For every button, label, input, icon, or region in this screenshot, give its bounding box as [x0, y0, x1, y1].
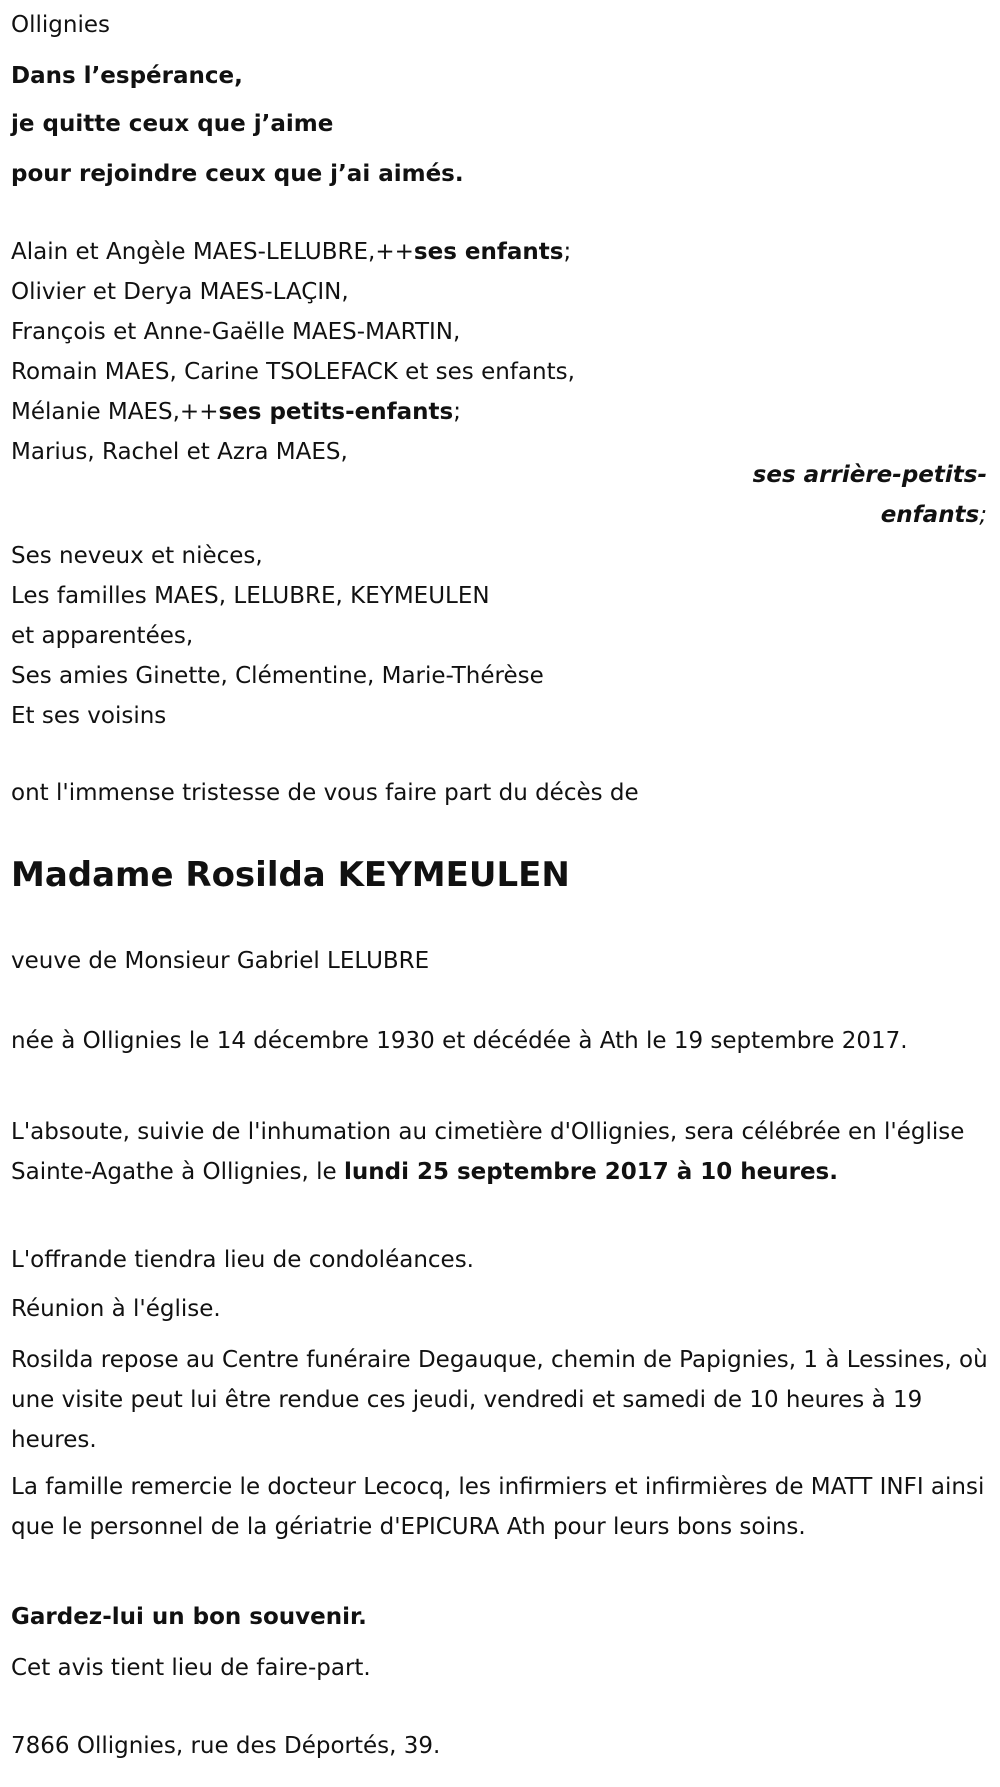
family-line — [11, 392, 988, 432]
deceased-name: Madame Rosilda KEYMEULEN — [11, 855, 570, 895]
others-line: Les familles MAES, LELUBRE, KEYMEULEN — [11, 583, 490, 609]
family-line: François et Anne-Gaëlle MAES-MARTIN, — [11, 319, 461, 345]
others-line: et apparentées, — [11, 623, 194, 649]
family-line: Marius, Rachel et Azra MAES, — [11, 439, 348, 465]
epitaph-line: Dans l’espérance, — [11, 63, 243, 89]
others-line: Et ses voisins — [11, 703, 167, 729]
notice: Cet avis tient lieu de faire-part. — [11, 1655, 371, 1681]
family-names: Mélanie MAES,++ — [11, 399, 219, 425]
ceremony-date: lundi 25 septembre 2017 à 10 heures. — [343, 1159, 838, 1185]
family-line — [11, 232, 988, 272]
ceremony-text: L'absoute, suivie de l'inhumation au cimetière d'Ollignies, sera célébrée en l'église Sainte-Agathe à Ollignies, le — [11, 1119, 965, 1185]
punct: ; — [979, 502, 987, 528]
birth-death: née à Ollignies le 14 décembre 1930 et décédée à Ath le 19 septembre 2017. — [11, 1028, 908, 1054]
others-line: Ses neveux et nièces, — [11, 543, 263, 569]
punct: ; — [453, 399, 461, 425]
epitaph-line: pour rejoindre ceux que j’ai aimés. — [11, 161, 464, 187]
place: Ollignies — [11, 12, 110, 38]
thanks: La famille remercie le docteur Lecocq, les infirmiers et infirmières de MATT INFI ainsi que le personnel de la gériatrie d'EPICURA Ath pour leurs bons soins. — [11, 1474, 985, 1540]
widow-of: veuve de Monsieur Gabriel LELUBRE — [11, 948, 430, 974]
family-names: Alain et Angèle MAES-LELUBRE,++ — [11, 239, 414, 265]
family-role-great-grandchildren — [737, 455, 987, 535]
role-label: ses arrière-petits-enfants — [752, 462, 987, 528]
family-role: ses petits-enfants — [218, 399, 454, 425]
address: 7866 Ollignies, rue des Déportés, 39. — [11, 1733, 441, 1759]
announcement: ont l'immense tristesse de vous faire part du décès de — [11, 780, 639, 806]
offering: L'offrande tiendra lieu de condoléances. — [11, 1247, 474, 1273]
rest-info: Rosilda repose au Centre funéraire Degauque, chemin de Papignies, 1 à Lessines, où une visite peut lui être rendue ces jeudi, vendredi et samedi de 10 heures à 19 heures. — [11, 1347, 988, 1453]
ceremony — [11, 1112, 988, 1192]
memory: Gardez-lui un bon souvenir. — [11, 1604, 367, 1630]
family-line: Romain MAES, Carine TSOLEFACK et ses enfants, — [11, 359, 575, 385]
epitaph-line: je quitte ceux que j’aime — [11, 111, 334, 137]
family-line: Olivier et Derya MAES-LAÇIN, — [11, 279, 349, 305]
meeting: Réunion à l'église. — [11, 1296, 221, 1322]
family-role: ses enfants — [413, 239, 564, 265]
others-line: Ses amies Ginette, Clémentine, Marie-Thérèse — [11, 663, 544, 689]
punct: ; — [563, 239, 572, 265]
